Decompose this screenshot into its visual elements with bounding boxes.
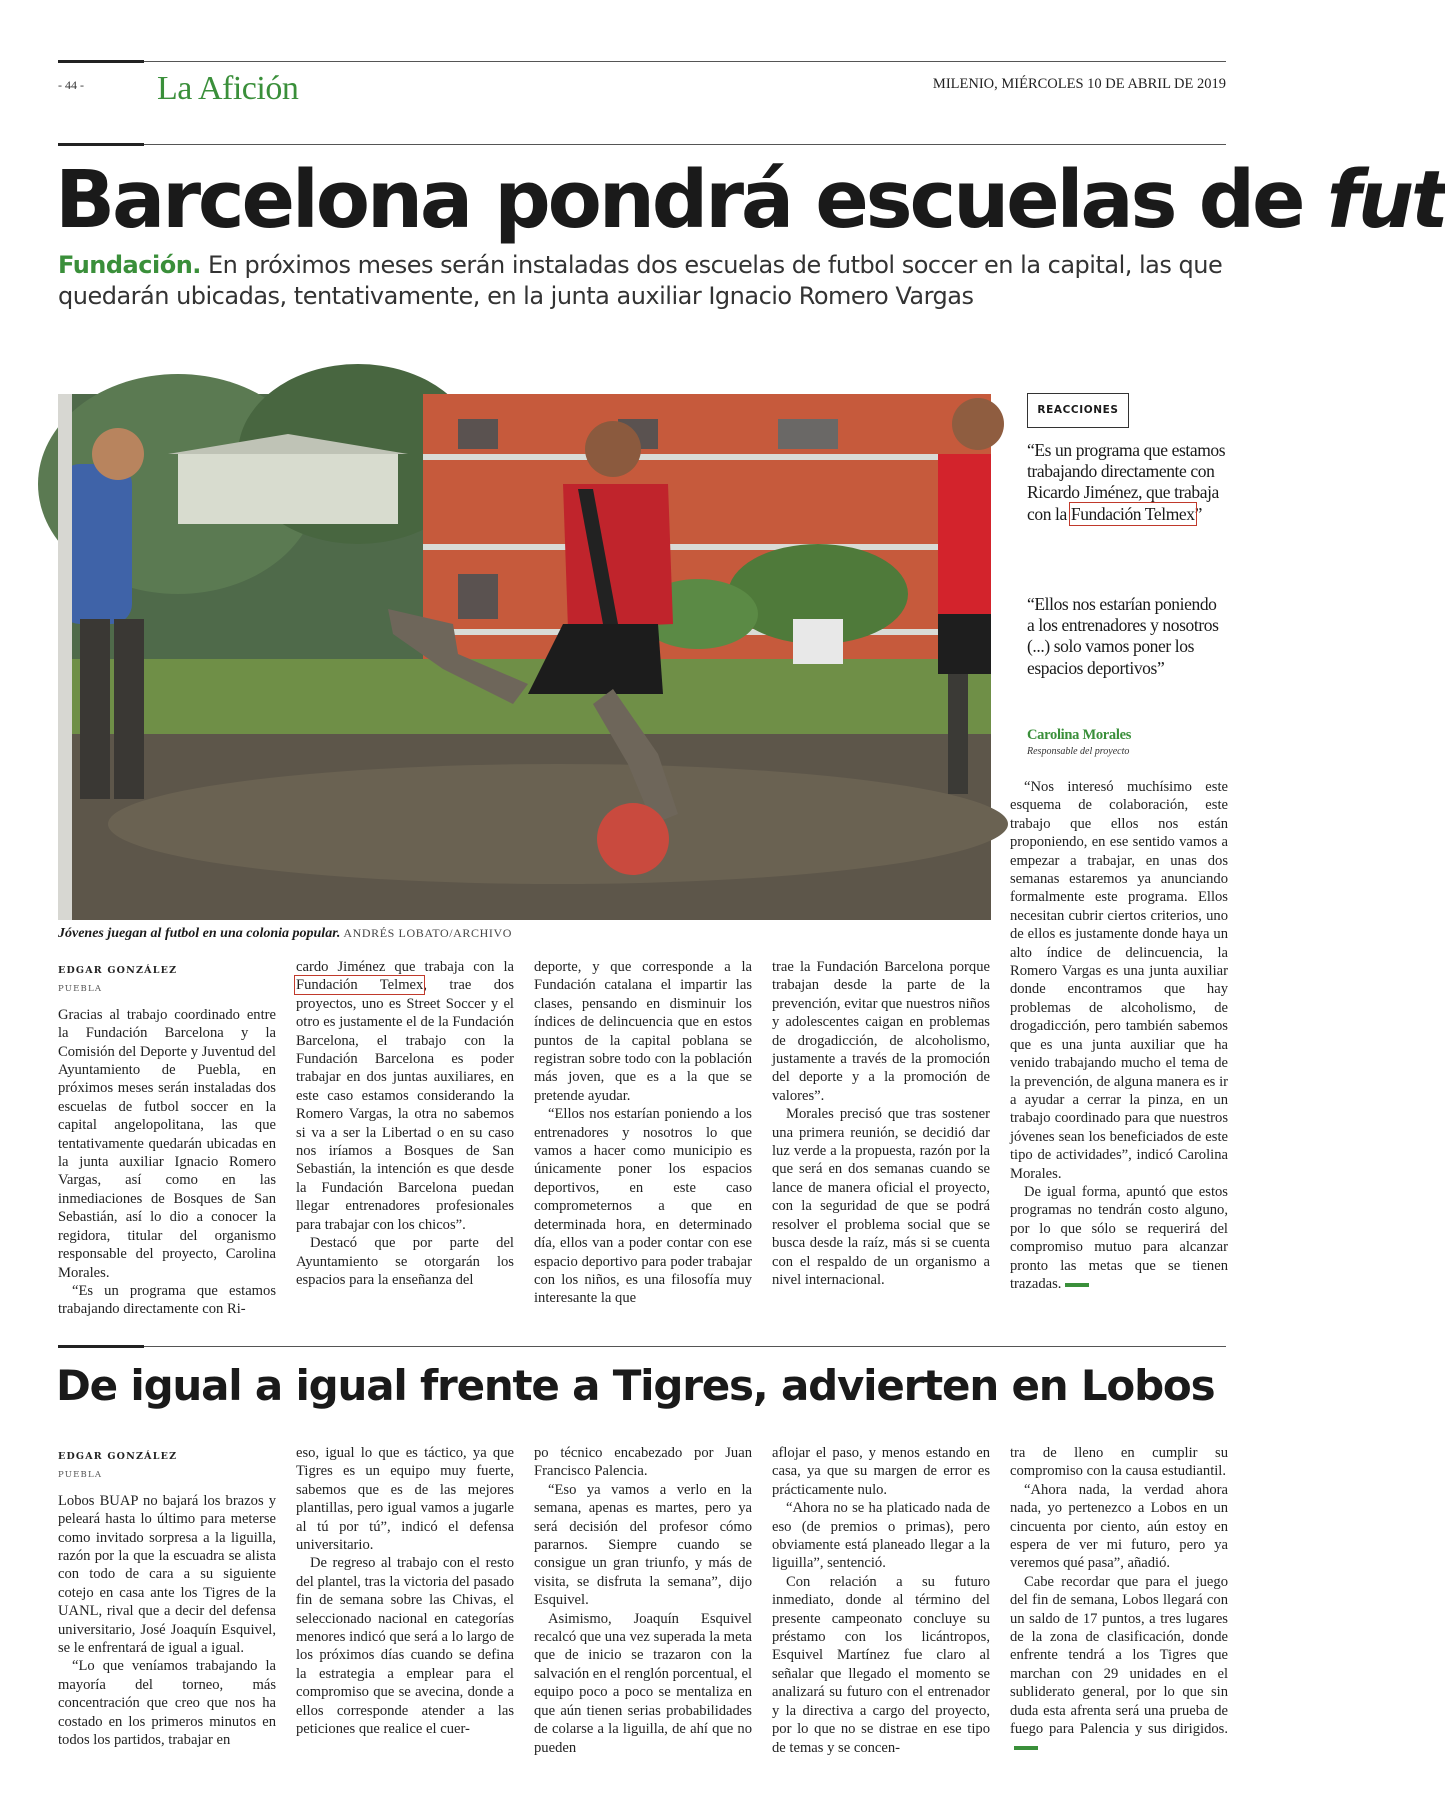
- paragraph: po técnico encabezado por Juan Francisco Palencia.: [534, 1445, 752, 1480]
- headline-main-text: Barcelona pondrá escuelas de: [55, 154, 1327, 246]
- fundacion-telmex-highlight: Fundación Telmex: [296, 977, 424, 994]
- article1-deck: [58, 250, 1228, 312]
- deck-text: En próximos meses serán instaladas dos escuelas de futbol soccer en la capital, las que quedarán ubicadas, tentativamente, en la junta auxiliar Ignacio Romero Vargas: [58, 251, 1223, 310]
- paragraph: Destacó que por parte del Ayuntamiento se otorgarán los espacios para la enseñanza del: [296, 1235, 514, 1288]
- paragraph-text: cardo Jiménez que trabaja con la: [296, 959, 514, 975]
- photo-credit: ANDRÉS LOBATO/ARCHIVO: [340, 926, 513, 940]
- sidebar-quote-1: [1027, 440, 1227, 525]
- paragraph: tra de lleno en cumplir su compromiso con la causa estudiantil.: [1010, 1445, 1228, 1480]
- sidebar-label: REACCIONES: [1027, 393, 1129, 428]
- article2-byline: EDGAR GONZÁLEZ: [58, 1451, 178, 1462]
- header-bottom-rule: [144, 144, 1226, 145]
- sidebar-quote-1-text: “Es un programa que estamos trabajando directamente con Ricardo Jiménez, que trabaja con la: [1027, 440, 1226, 524]
- paragraph: “Ahora no se ha platicado nada de eso (de premios o primas), pero obviamente está planeado llegar a la liguilla”, sentenció.: [772, 1500, 990, 1572]
- dateline: MILENIO, MIÉRCOLES 10 DE ABRIL DE 2019: [932, 76, 1226, 92]
- paragraph: deporte, y que corresponde a la Fundación catalana el impartir las clases, pensando en disminuir los índices de delincuencia que en estos puntos de la capital poblana se registran sobre todo con la población más joven, que es a la que se pretende ayudar.: [534, 959, 752, 1104]
- article1-column-1: [58, 962, 276, 1319]
- paragraph: [1010, 1183, 1228, 1293]
- paragraph: Asimismo, Joaquín Esquivel recalcó que una vez superada la meta que de inicio se trazaron con la salvación en el renglón porcentual, el equipo poco a poco se mentaliza en que aún tienen serias probabilidades de colarse a la liguilla, de ahí que no pueden: [534, 1610, 753, 1756]
- photo-caption-text: Jóvenes juegan al futbol en una colonia popular.: [58, 926, 341, 941]
- paragraph: “Nos interesó muchísimo este esquema de colaboración, este trabajo que ellos nos están proponiendo, en ese sentido vamos a empezar a trabajar, en unas dos semanas estaremos ya anunciando formalmente este programa. Ellos necesitan cubrir ciertos criterios, uno de ellos es justamente donde haya un alto índice de delincuencia, la Romero Vargas es una junta auxiliar donde encontramos que hay problemas de alcoholismo, de drogadicción, pero también sabemos que es una junta auxiliar que ha venido trabajando mucho el tema de la prevención, de alguna manera es ir a ayudar a cerrar la pinza, en un trabajo coordinado para que nuestros jóvenes sean los beneficiados de este tipo de actividades”, indicó Carolina Morales.: [1010, 779, 1228, 1182]
- article2-column-3: [534, 1444, 752, 1757]
- header-top-accent: [58, 60, 144, 63]
- paragraph: Lobos BUAP no bajará los brazos y peleará hasta lo último para meterse como invitado sorpresa a la liguilla, razón por la que la escuadra se alista con todo de cara a su siguiente cotejo en casa ante los Tigres de la UANL, rival que a decir del defensa universitario, José Joaquín Esquivel, se le enfrentará de igual a igual.: [58, 1492, 276, 1657]
- sidebar-quote-1-highlight: Fundación Telmex: [1070, 503, 1195, 524]
- article1-column-5: [1010, 778, 1228, 1293]
- paragraph: Gracias al trabajo coordinado entre la Fundación Barcelona y la Comisión del Deporte y Juventud del Ayuntamiento de Puebla, en próximos meses serán instaladas dos escuelas de futbol soccer en la capital angelopolitana, las que tentativamente quedarán ubicadas en la junta auxiliar Ignacio Romero Vargas, así como en las inmediaciones de Bosques de San Sebastián, así lo dio a conocer la regidora, titular del organismo responsable del proyecto, Carolina Morales.: [58, 1006, 276, 1281]
- sidebar-attribution-name: Carolina Morales: [1027, 727, 1132, 743]
- sidebar-quote-2: “Ellos nos estarían poniendo a los entrenadores y nosotros (...) solo vamos poner los espacios deportivos”: [1027, 594, 1219, 678]
- paragraph: “Es un programa que estamos trabajando directamente con Ri-: [58, 1282, 276, 1318]
- paragraph: “Ahora nada, la verdad ahora nada, yo pertenezco a Lobos en un cincuenta por ciento, aún estoy en espera de ver mi futuro, pero ya veremos qué pasa”, añadió.: [1010, 1481, 1228, 1572]
- paragraph: “Eso ya vamos a verlo en la semana, apenas es martes, pero ya será decisión del profesor cómo pararnos. Siempre cuando se consigue un gran triunfo, y más de visita, se disfruta la semana”, dijo Esquivel.: [534, 1481, 752, 1609]
- article1-photo: [58, 394, 991, 920]
- paragraph-text: Cabe recordar que para el juego del fin de semana, Lobos llegará con un saldo de 17 puntos, a tres lugares de la zona de clasificación, donde enfrente tendrá a los Tigres que marchan con 29 unidades en el subliderato general, por lo que sin duda esta afrenta será una prueba de fuego para Palencia y sus dirigidos.: [1010, 1573, 1228, 1738]
- article1-column-2: [296, 958, 514, 1289]
- article2-column-4: [772, 1444, 990, 1757]
- article1-column-3: [534, 958, 752, 1308]
- deck-label: Fundación.: [58, 251, 201, 279]
- paragraph: Con relación a su futuro inmediato, donde al término del presente campeonato concluye su préstamo con los licántropos, Esquivel Martínez fue claro al señalar que llegado el momento se analizará su futuro con el entrenador y la directiva a cargo del proyecto, por lo que no se distrae en ese tipo de temas y se concen-: [772, 1573, 990, 1756]
- paragraph: [296, 958, 514, 1234]
- sidebar-attribution-role: Responsable del proyecto: [1027, 746, 1130, 757]
- header-top-rule: [144, 61, 1226, 62]
- paragraph: aflojar el paso, y menos estando en casa, ya que su margen de error es prácticamente nulo.: [772, 1445, 990, 1498]
- article1-byline-city: PUEBLA: [58, 984, 103, 995]
- paragraph-text: , trae dos proyectos, uno es Street Soccer y el otro es justamente el de la Fundación Barcelona, el trabajo con la Fundación Barcelona es poder trabajar en dos juntas auxiliares, en este caso estamos considerando la Romero Vargas, la otra no sabemos si va a ser la Libertad o en su caso nos iríamos a Bosques de San Sebastián, la intención es que desde la Fundación Barcelona puedan llegar entrenadores profesionales para trabajar con los chicos”.: [296, 977, 514, 1233]
- paragraph: De regreso al trabajo con el resto del plantel, tras la victoria del pasado fin de semana sobre las Chivas, el seleccionado nacional en categorías menores indicó que será a lo largo de los próximos días cuando se defina la estrategia a emplear para el compromiso que se avecina, donde a ellos corresponde atender a las peticiones que realice el cuer-: [296, 1555, 514, 1738]
- paragraph: “Lo que veníamos trabajando la mayoría del torneo, más concentración que creo que nos ha costado en los primeros minutos en todos los partidos, trabajar en: [58, 1658, 276, 1749]
- article1-column-4: [772, 958, 990, 1289]
- article1-headline: [55, 152, 1445, 248]
- article2-column-2: [296, 1444, 514, 1739]
- paragraph: “Ellos nos estarían poniendo a los entrenadores y nosotros lo que vamos a hacer como municipio es únicamente poner los espacios deportivos, en este caso comprometernos a que en determinada hora, en determinado día, ellos van a poder contar con ese espacio deportivo para poder trabajar con los niños, es una filosofía muy interesante la que: [534, 1106, 752, 1307]
- paragraph-text: De igual forma, apuntó que estos programas no tendrán costo alguno, por lo que sólo se requerirá del compromiso mutuo para alcanzar pronto las metas que se tienen trazadas.: [1010, 1183, 1228, 1292]
- article2-top-rule: [144, 1346, 1226, 1347]
- article2-byline-city: PUEBLA: [58, 1470, 103, 1481]
- article2-column-1: [58, 1448, 276, 1750]
- article2-top-accent: [58, 1345, 144, 1348]
- article2-column-5: [1010, 1444, 1228, 1757]
- paragraph: trae la Fundación Barcelona porque trabajan desde la parte de la prevención, evitar que nuestros niños y adolescentes caigan en problemas de drogadicción, de alcoholismo, justamente a través de la promoción del deporte y a la promoción de valores”.: [772, 959, 990, 1104]
- paragraph: eso, igual lo que es táctico, ya que Tigres es un equipo muy fuerte, sabemos que es de las mejores plantillas, pero igual vamos a jugarle al tú por tú”, indicó el defensa universitario.: [296, 1445, 514, 1554]
- paragraph: Morales precisó que tras sostener una primera reunión, se decidió dar luz verde a la propuesta, razón por la que será en dos semanas cuando se lance de manera oficial el proyecto, con la seguridad de que se podrá resolver el problema social que se busca desde la raíz, más si se cuenta con el respaldo de un organismo a nivel internacional.: [772, 1106, 990, 1288]
- section-title: La Afición: [157, 70, 299, 107]
- article2-headline: De igual a igual frente a Tigres, advierten en Lobos: [56, 1361, 1215, 1410]
- paragraph: [1010, 1573, 1228, 1757]
- sidebar-quote-1-end: ”: [1194, 503, 1202, 524]
- page-number: - 44 -: [58, 78, 84, 92]
- article1-byline: EDGAR GONZÁLEZ: [58, 965, 178, 976]
- end-of-article-mark: [1014, 1746, 1038, 1750]
- photo-caption: [58, 926, 512, 942]
- header-bottom-accent: [58, 143, 144, 146]
- headline-italic-text: fut: [1326, 154, 1445, 246]
- end-of-article-mark: [1065, 1283, 1089, 1287]
